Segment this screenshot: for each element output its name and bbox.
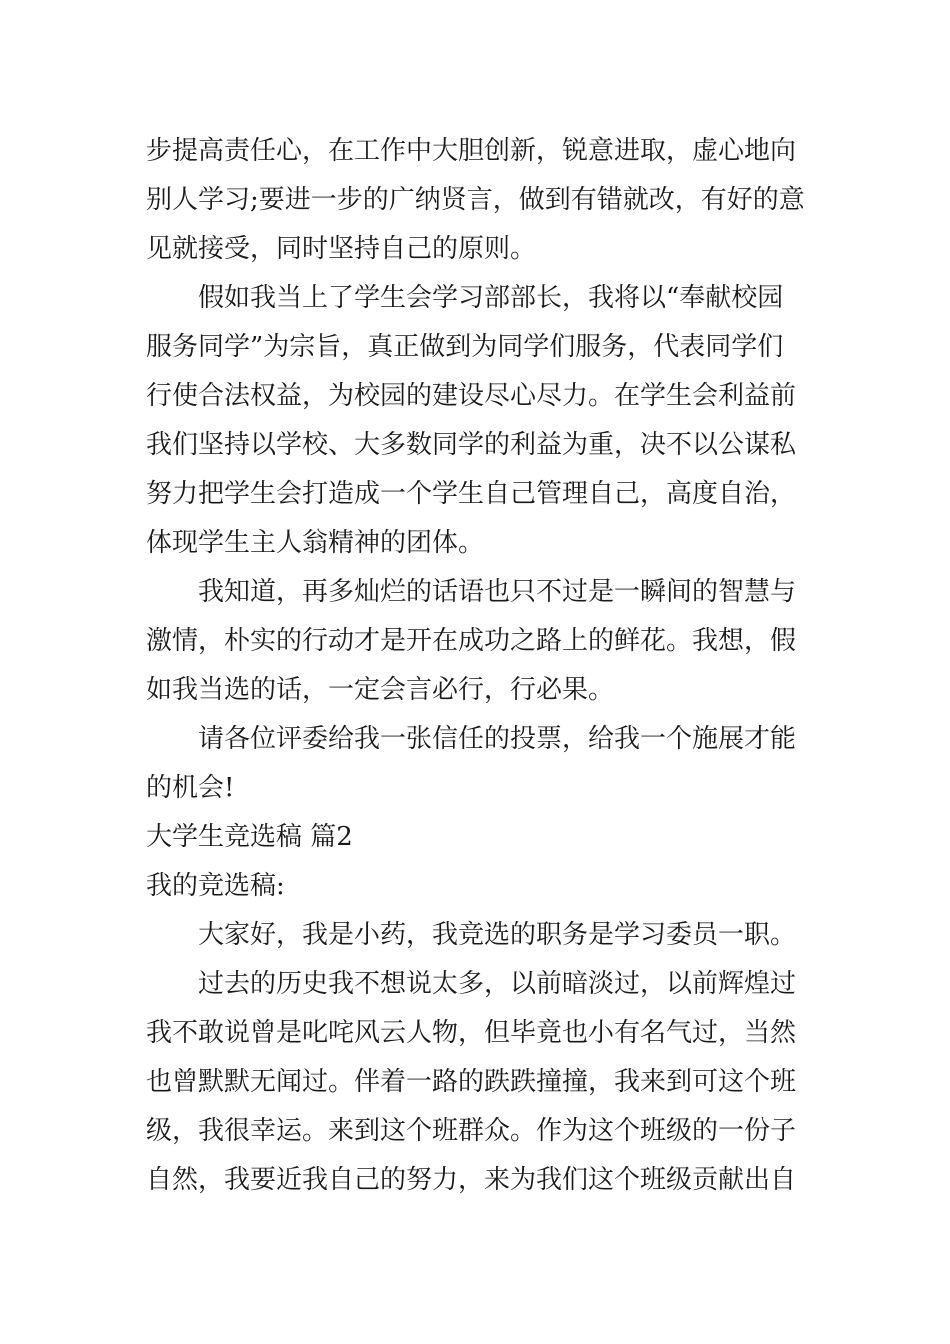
text-line-17: 大家好，我是小药，我竞选的职务是学习委员一职。 xyxy=(198,920,797,950)
text-line-9: 体现学生主人翁精神的团体。 xyxy=(146,528,485,558)
text-line-3: 见就接受，同时坚持自己的原则。 xyxy=(146,234,537,264)
section-heading: 大学生竞选稿 篇2 xyxy=(146,822,353,852)
text-line-4: 假如我当上了学生会学习部部长，我将以“奉献校园 xyxy=(198,283,784,313)
text-line-20: 也曾默默无闻过。伴着一路的跌跌撞撞，我来到可这个班 xyxy=(146,1067,797,1097)
text-line-22: 自然，我要近我自己的努力，来为我们这个班级贡献出自 xyxy=(146,1165,797,1195)
text-line-6: 行使合法权益，为校园的建设尽心尽力。在学生会利益前 xyxy=(146,381,797,411)
document-body xyxy=(146,127,806,1205)
text-line-8: 努力把学生会打造成一个学生自己管理自己，高度自治， xyxy=(146,479,797,509)
text-line-21: 级，我很幸运。来到这个班群众。作为这个班级的一份子 xyxy=(146,1116,797,1146)
text-line-14: 的机会! xyxy=(146,773,235,803)
text-line-12: 如我当选的话，一定会言必行，行必果。 xyxy=(146,675,615,705)
text-line-19: 我不敢说曾是叱咤风云人物，但毕竟也小有名气过，当然 xyxy=(146,1018,797,1048)
text-line-1: 步提高责任心，在工作中大胆创新，锐意进取，虚心地向 xyxy=(146,136,797,166)
text-line-18: 过去的历史我不想说太多，以前暗淡过，以前辉煌过 xyxy=(198,969,797,999)
text-line-13: 请各位评委给我一张信任的投票，给我一个施展才能 xyxy=(198,724,797,754)
text-line-2: 别人学习;要进一步的广纳贤言，做到有错就改，有好的意 xyxy=(146,185,805,215)
text-line-7: 我们坚持以学校、大多数同学的利益为重，决不以公谋私 xyxy=(146,430,797,460)
text-line-11: 激情，朴实的行动才是开在成功之路上的鲜花。我想，假 xyxy=(146,626,797,656)
text-line-5: 服务同学”为宗旨，真正做到为同学们服务，代表同学们 xyxy=(146,332,784,362)
text-line-10: 我知道，再多灿烂的话语也只不过是一瞬间的智慧与 xyxy=(198,577,797,607)
text-line-16: 我的竞选稿: xyxy=(146,871,285,901)
